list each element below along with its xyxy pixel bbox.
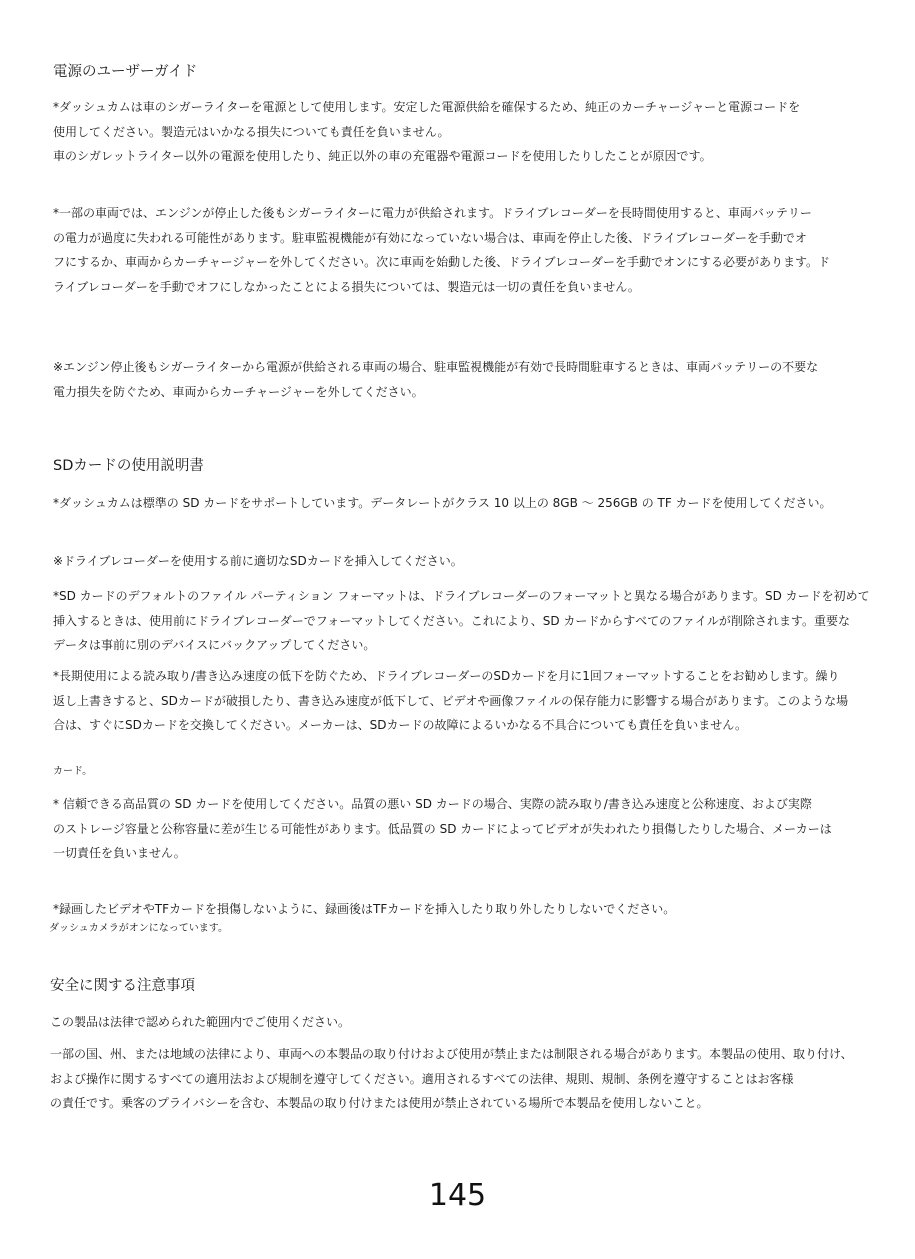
- sd-paragraph-6: *録画したビデオやTFカードを損傷しないように、録画後はTFカードを挿入したり取り外したりしないでください。: [53, 902, 676, 916]
- text-line: データは事前に別のデバイスにバックアップしてください。: [53, 638, 376, 652]
- sd-paragraph-4: [53, 664, 848, 738]
- sd-paragraph-1: *ダッシュカムは標準の SD カードをサポートしています。データレートがクラス 10 以上の 8GB 〜 256GB の TF カードを使用してください。: [53, 496, 832, 510]
- text-line: 車のシガレットライター以外の電源を使用したり、純正以外の車の充電器や電源コードを使用したりしたことが原因です。: [53, 149, 712, 163]
- text-line: * 信頼できる高品質の SD カードを使用してください。品質の悪い SD カードの場合、実際の読み取り/書き込み速度と公称速度、および実際: [53, 797, 812, 811]
- text-line: *SD カードのデフォルトのファイル パーティション フォーマットは、ドライブレコーダーのフォーマットと異なる場合があります。SD カードを初めて: [53, 589, 870, 603]
- text-line: 一部の国、州、または地域の法律により、車両への本製品の取り付けおよび使用が禁止または制限される場合があります。本製品の使用、取り付け、: [50, 1047, 853, 1061]
- text-line: フにするか、車両からカーチャージャーを外してください。次に車両を始動した後、ドライブレコーダーを手動でオンにする必要があります。ド: [53, 255, 831, 269]
- text-line: ※エンジン停止後もシガーライターから電源が供給される車両の場合、駐車監視機能が有効で長時間駐車するときは、車両バッテリーの不要な: [53, 360, 819, 374]
- safety-paragraph-2: [50, 1042, 853, 1116]
- page-number: 145: [428, 1178, 487, 1213]
- text-line: 使用してください。製造元はいかなる損失についても責任を負いません。: [53, 124, 450, 139]
- text-line: および操作に関するすべての適用法および規制を遵守してください。適用されるすべての法律、規則、規制、条例を遵守することはお客様: [50, 1071, 794, 1086]
- text-line: ライブレコーダーを手動でオフにしなかったことによる損失については、製造元は一切の責任を負いません。: [53, 279, 640, 294]
- text-line: *ダッシュカムは車のシガーライターを電源として使用します。安定した電源供給を確保するため、純正のカーチャージャーと電源コードを: [53, 100, 801, 114]
- text-line: の電力が過度に失われる可能性があります。駐車監視機能が有効になっていない場合は、車両を停止した後、ドライブレコーダーを手動でオ: [53, 230, 807, 245]
- text-line: *一部の車両では、エンジンが停止した後もシガーライターに電力が供給されます。ドライブレコーダーを長時間使用すると、車両バッテリー: [53, 206, 812, 220]
- text-line: 電力損失を防ぐため、車両からカーチャージャーを外してください。: [53, 384, 424, 399]
- sd-paragraph-5: [53, 792, 832, 866]
- text-line: の責任です。乗客のプライバシーを含む、本製品の取り付けまたは使用が禁止されている場所で本製品を使用しないこと。: [50, 1096, 709, 1110]
- text-line: 挿入するときは、使用前にドライブレコーダーでフォーマットしてください。これにより、SD カードからすべてのファイルが削除されます。重要な: [53, 613, 850, 628]
- text-line: 一切責任を負いません。: [53, 846, 186, 860]
- text-line: のストレージ容量と公称容量に差が生じる可能性があります。低品質の SD カードによってビデオが失われたり損傷したりした場合、メーカーは: [53, 821, 832, 836]
- sd-paragraph-3: [53, 584, 870, 658]
- sd-paragraph-2: ※ドライブレコーダーを使用する前に適切なSDカードを挿入してください。: [53, 554, 463, 568]
- sd-heading: SDカードの使用説明書: [53, 458, 204, 474]
- power-paragraph-1: [53, 95, 800, 169]
- power-heading: 電源のユーザーガイド: [53, 64, 198, 80]
- safety-paragraph-1: この製品は法律で認められた範囲内でご使用ください。: [50, 1015, 351, 1029]
- safety-heading: 安全に関する注意事項: [50, 978, 195, 994]
- power-paragraph-2: [53, 201, 830, 299]
- sd-small-note-2: ダッシュカメラがオンになっています。: [49, 923, 228, 934]
- text-line: *長期使用による読み取り/書き込み速度の低下を防ぐため、ドライブレコーダーのSDカードを月に1回フォーマットすることをお勧めします。繰り: [53, 669, 840, 683]
- power-paragraph-3: [53, 355, 818, 404]
- text-line: 合は、すぐにSDカードを交換してください。メーカーは、SDカードの故障によるいかなる不具合についても責任を負いません。: [53, 718, 747, 732]
- text-line: 返し上書きすると、SDカードが破損したり、書き込み速度が低下して、ビデオや画像ファイルの保存能力に影響する場合があります。このような場: [53, 693, 849, 708]
- sd-small-note-1: カード。: [53, 766, 93, 777]
